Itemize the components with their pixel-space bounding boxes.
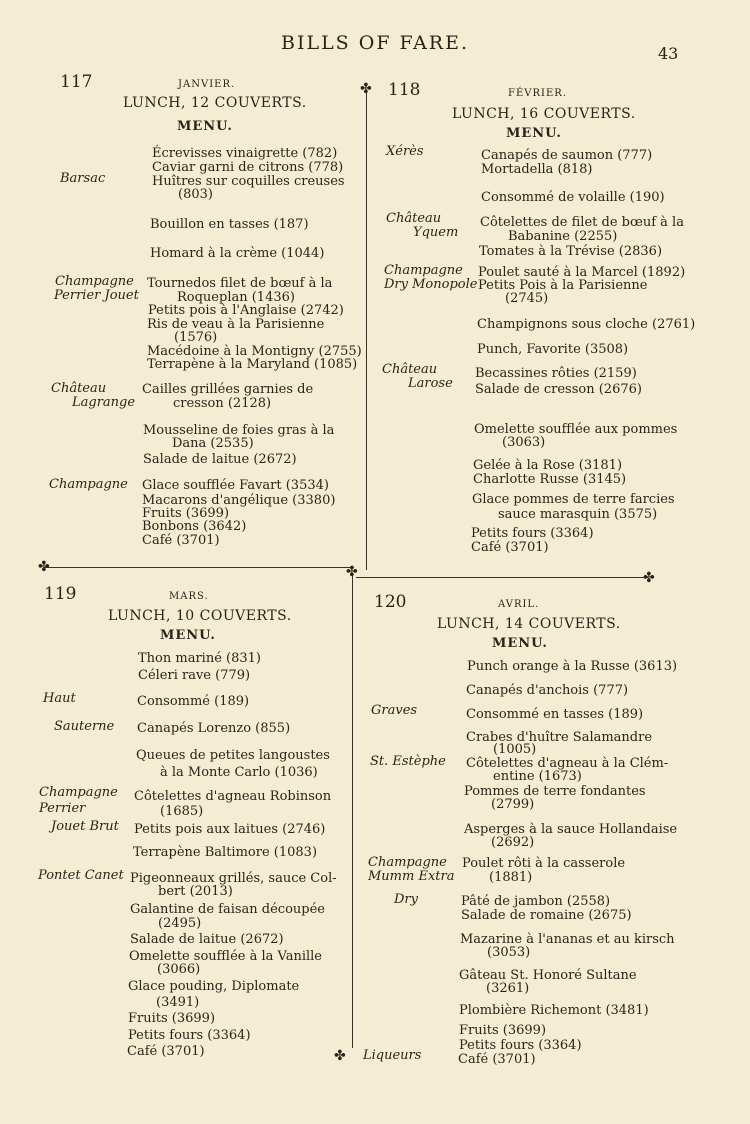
dish-line: Roqueplan (1436) xyxy=(177,290,295,305)
page-number: 43 xyxy=(658,44,679,63)
dish-line: (3063) xyxy=(502,435,546,450)
fleuron-right: ✤ xyxy=(643,570,655,586)
dish-line: Becassines rôties (2159) xyxy=(475,366,637,381)
dish-line: (2745) xyxy=(505,291,549,306)
dish-line: Canapés d'anchois (777) xyxy=(466,683,629,698)
dish-line: (3261) xyxy=(486,981,530,996)
dish-line: Côtelettes d'agneau à la Clém- xyxy=(466,756,669,771)
wine: Graves xyxy=(371,703,418,718)
dish-line: Bouillon en tasses (187) xyxy=(150,217,309,232)
wine: Liqueurs xyxy=(363,1048,422,1063)
dish-line: Plombière Richemont (3481) xyxy=(459,1003,649,1018)
wine: Château xyxy=(51,381,107,396)
dish-line: Macédoine à la Montigny (2755) xyxy=(147,344,362,359)
wine: Champagne xyxy=(55,274,134,289)
dish-line: Punch orange à la Russe (3613) xyxy=(467,659,678,674)
wine: Jouet Brut xyxy=(51,819,119,834)
dish-line: Bonbons (3642) xyxy=(142,519,247,534)
dish-line: à la Monte Carlo (1036) xyxy=(160,765,318,780)
menu-number: 117 xyxy=(60,72,93,92)
wine: Champagne xyxy=(39,785,118,800)
dish-line: Dana (2535) xyxy=(172,436,254,451)
wine: Dry xyxy=(394,892,418,907)
dish-line: Terrapène à la Maryland (1085) xyxy=(147,357,358,372)
dish-line: Huîtres sur coquilles creuses xyxy=(152,174,345,189)
dish-line: Consommé (189) xyxy=(137,694,250,709)
menu-heading: MENU. xyxy=(492,636,548,651)
dish-line: (1881) xyxy=(489,870,533,885)
wine: Perrier Jouet xyxy=(54,288,139,303)
dish-line: Poulet rôti à la casserole xyxy=(462,856,626,871)
dish-line: Fruits (3699) xyxy=(459,1023,547,1038)
dish-line: Petits fours (3364) xyxy=(128,1028,251,1043)
wine: Château xyxy=(382,362,438,377)
dish-line: Omelette soufflée aux pommes xyxy=(474,422,678,437)
dish-line: Galantine de faisan découpée xyxy=(130,902,325,917)
dish-line: Asperges à la sauce Hollandaise xyxy=(464,822,678,837)
menu-number: 120 xyxy=(374,592,407,612)
wine: Xérès xyxy=(386,144,424,159)
dish-line: bert (2013) xyxy=(158,884,233,899)
menu-heading: MENU. xyxy=(506,126,562,141)
dish-line: Petits pois à l'Anglaise (2742) xyxy=(148,303,344,318)
fleuron-top-center: ✤ xyxy=(360,81,372,97)
dish-line: Écrevisses vinaigrette (782) xyxy=(152,146,338,161)
dish-line: sauce marasquin (3575) xyxy=(498,507,658,522)
dish-line: Mortadella (818) xyxy=(481,162,593,177)
wine: Mumm Extra xyxy=(368,869,455,884)
menu-lunch-title: LUNCH, 10 COUVERTS. xyxy=(108,608,292,624)
menu-month: JANVIER. xyxy=(178,79,236,90)
dish-line: Poulet sauté à la Marcel (1892) xyxy=(478,265,686,280)
dish-line: Café (3701) xyxy=(458,1052,536,1067)
dish-line: Babanine (2255) xyxy=(508,229,618,244)
dish-line: Salade de laitue (2672) xyxy=(130,932,284,947)
wine: Larose xyxy=(408,376,453,391)
dish-line: Salade de laitue (2672) xyxy=(143,452,297,467)
wine: Château xyxy=(386,211,442,226)
dish-line: Champignons sous cloche (2761) xyxy=(477,317,696,332)
menu-month: MARS. xyxy=(169,591,209,602)
menu-lunch-title: LUNCH, 12 COUVERTS. xyxy=(123,95,307,111)
wine: Champagne xyxy=(368,855,447,870)
dish-line: Macarons d'angélique (3380) xyxy=(142,493,336,508)
menu-heading: MENU. xyxy=(177,119,233,134)
dish-line: Petits pois aux laitues (2746) xyxy=(134,822,326,837)
dish-line: Consommé en tasses (189) xyxy=(466,707,644,722)
dish-line: Salade de romaine (2675) xyxy=(461,908,632,923)
dish-line: cresson (2128) xyxy=(173,396,272,411)
wine: Champagne xyxy=(49,477,128,492)
dish-line: Omelette soufflée à la Vanille xyxy=(129,949,322,964)
menu-lunch-title: LUNCH, 16 COUVERTS. xyxy=(452,106,636,122)
menu-number: 119 xyxy=(44,584,77,604)
dish-line: Salade de cresson (2676) xyxy=(475,382,642,397)
dish-line: Consommé de volaille (190) xyxy=(481,190,665,205)
dish-line: Terrapène Baltimore (1083) xyxy=(133,845,318,860)
dish-line: Glace soufflée Favart (3534) xyxy=(142,478,329,493)
fleuron-bottom-center: ✤ xyxy=(334,1048,346,1064)
page-header: BILLS OF FARE. xyxy=(280,32,470,54)
dish-line: Fruits (3699) xyxy=(142,506,230,521)
dish-line: Ris de veau à la Parisienne xyxy=(147,317,325,332)
dish-line: Céleri rave (779) xyxy=(138,668,251,683)
menu-heading: MENU. xyxy=(160,628,216,643)
dish-line: Café (3701) xyxy=(142,533,220,548)
dish-line: Caviar garni de citrons (778) xyxy=(152,160,344,175)
dish-line: Cailles grillées garnies de xyxy=(142,382,314,397)
dish-line: Crabes d'huître Salamandre xyxy=(466,730,653,745)
dish-line: Pommes de terre fondantes xyxy=(464,784,646,799)
dish-line: Tomates à la Trévise (2836) xyxy=(479,244,663,259)
dish-line: Queues de petites langoustes xyxy=(136,748,330,763)
wine: Yquem xyxy=(413,225,459,240)
vertical-divider-bottom xyxy=(352,574,353,1048)
dish-line: Café (3701) xyxy=(471,540,549,555)
dish-line: Petits Pois à la Parisienne xyxy=(478,278,648,293)
dish-line: Café (3701) xyxy=(127,1044,205,1059)
dish-line: Mousseline de foies gras à la xyxy=(143,423,335,438)
dish-line: Canapés Lorenzo (855) xyxy=(137,721,291,736)
dish-line: (2799) xyxy=(491,797,535,812)
dish-line: Pâté de jambon (2558) xyxy=(461,894,611,909)
dish-line: Gelée à la Rose (3181) xyxy=(473,458,623,473)
dish-line: Glace pommes de terre farcies xyxy=(472,492,675,507)
menu-number: 118 xyxy=(388,80,421,100)
dish-line: (2692) xyxy=(491,835,535,850)
dish-line: Fruits (3699) xyxy=(128,1011,216,1026)
dish-line: Punch, Favorite (3508) xyxy=(477,342,629,357)
dish-line: (2495) xyxy=(158,916,202,931)
dish-line: Glace pouding, Diplomate xyxy=(128,979,300,994)
wine: Pontet Canet xyxy=(38,868,124,883)
dish-line: (803) xyxy=(178,187,213,202)
vertical-divider-top xyxy=(366,92,367,570)
dish-line: Gâteau St. Honoré Sultane xyxy=(459,968,637,983)
menu-month: FÉVRIER. xyxy=(508,88,567,99)
dish-line: Charlotte Russe (3145) xyxy=(473,472,627,487)
horizontal-divider-right xyxy=(356,577,648,578)
dish-line: (1576) xyxy=(174,330,218,345)
horizontal-divider-left xyxy=(44,567,354,568)
dish-line: Côtelettes de filet de bœuf à la xyxy=(480,215,684,230)
wine: Lagrange xyxy=(72,395,136,410)
dish-line: (1005) xyxy=(493,742,537,757)
fleuron-center: ✤ xyxy=(346,564,358,580)
dish-line: (3066) xyxy=(157,962,201,977)
dish-line: Pigeonneaux grillés, sauce Col- xyxy=(130,871,337,886)
menu-month: AVRIL. xyxy=(498,599,540,610)
dish-line: Petits fours (3364) xyxy=(459,1038,582,1053)
wine: St. Estèphe xyxy=(370,754,446,769)
wine: Barsac xyxy=(60,171,106,186)
fleuron-left: ✤ xyxy=(38,559,50,575)
wine: Perrier xyxy=(39,801,86,816)
wine: Sauterne xyxy=(54,719,115,734)
dish-line: (3053) xyxy=(487,945,531,960)
wine: Haut xyxy=(43,691,76,706)
dish-line: Canapés de saumon (777) xyxy=(481,148,653,163)
wine: Champagne xyxy=(384,263,463,278)
menu-lunch-title: LUNCH, 14 COUVERTS. xyxy=(437,616,621,632)
dish-line: Tournedos filet de bœuf à la xyxy=(147,276,333,291)
dish-line: (3491) xyxy=(156,995,200,1010)
dish-line: (1685) xyxy=(160,804,204,819)
dish-line: Thon mariné (831) xyxy=(138,651,261,666)
wine: Dry Monopole xyxy=(384,277,478,292)
dish-line: Mazarine à l'ananas et au kirsch xyxy=(460,932,675,947)
dish-line: Petits fours (3364) xyxy=(471,526,594,541)
dish-line: entine (1673) xyxy=(493,769,582,784)
dish-line: Homard à la crème (1044) xyxy=(150,246,325,261)
dish-line: Côtelettes d'agneau Robinson xyxy=(134,789,332,804)
